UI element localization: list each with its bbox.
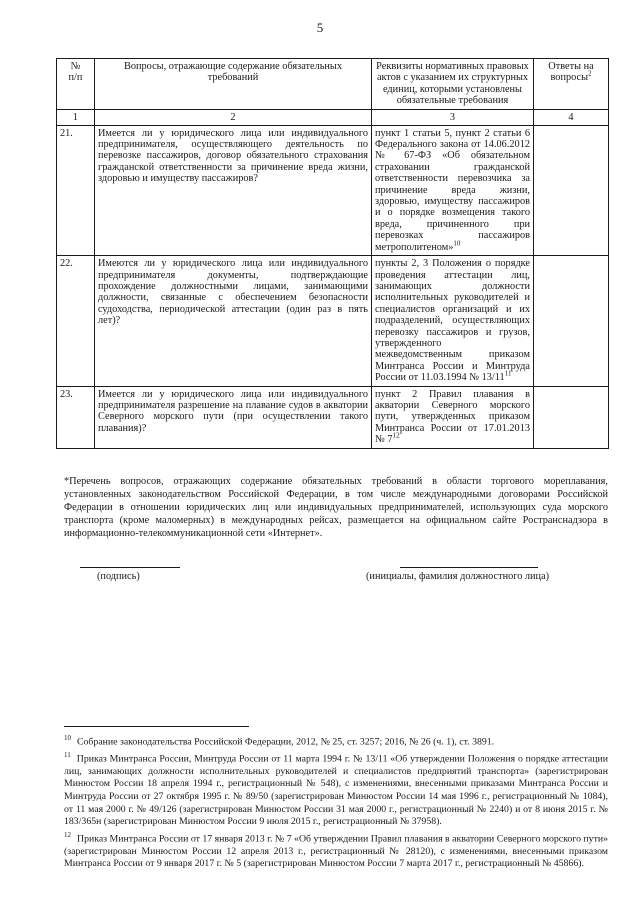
table-row (57, 256, 609, 386)
column-number: 4 (534, 109, 609, 125)
name-caption: (инициалы, фамилия должностного лица) (366, 571, 550, 582)
table-header-row (57, 59, 609, 110)
row-requisites: пункт 2 Правил плавания в акватории Северного морского пути, утвержденных приказом Минтранса России от 17.01.2013 № $7^{12}$ (372, 386, 534, 448)
column-number: 1 (57, 109, 95, 125)
row-question: Имеется ли у юридического лица или индивидуального предпринимателя, осуществляющего деятельность по перевозке пассажиров, договор обязательного страхования гражданской ответственности за причинение вреда жизни, здоровью и имуществу пассажиров? (95, 125, 372, 255)
row-question: Имеется ли у юридического лица или индивидуального предпринимателя разрешение на плавание судов в акватории Северного морского пути (при осуществлении такого плавания)? (95, 386, 372, 448)
row-question: Имеются ли у юридического лица или индивидуального предпринимателя документы, подтверждающие прохождение должностными лицами, занимающими должности, связанные с обеспечением безопасности судоходства, периодической аттестации (один раз в пять лет)? (95, 256, 372, 386)
row-answer[interactable] (534, 386, 609, 448)
requirements-table (56, 58, 609, 449)
footnote-11: $^{11}$ Приказ Минтранса России, Минтруда России от 11 марта 1994 г. № 13/11 «Об утверждении Положения о порядке аттестации лиц, занимающих должности исполнительных руководителей и специалистов предприятий транспорта» (зарегистрирован Минюстом России 18 апреля 1994 г., регистрационный № 548), с изменениями, внесенными приказами Минтранса России и Минтруда России от 27 октября 1995 г. № 89/50 (зарегистрирован Минюстом России 14 мая 1996 г., регистрационный № 1084), от 11 мая 2000 г. № 49/126 (зарегистрирован Минюстом России 31 мая 2000 г., регистрационный № 2240) и от 8 июня 2015 г. № 183/365н (зарегистрирован Минюстом России 9 июля 2015 г., регистрационный № 37958). (64, 750, 608, 828)
signature-line (80, 567, 180, 568)
signature-caption: (подпись) (97, 571, 140, 582)
header-questions: Вопросы, отражающие содержание обязательных требований (95, 59, 372, 110)
footnotes (64, 732, 608, 871)
row-number: 21. (57, 125, 95, 255)
header-requisites: Реквизиты нормативных правовых актов с указанием их структурных единиц, которыми установлены обязательные требования (372, 59, 534, 110)
table-row (57, 386, 609, 448)
footnote-12: $^{12}$ Приказ Минтранса России от 17 января 2013 г. № 7 «Об утверждении Правил плавания в акватории Северного морского пути» (зарегистрирован Минюстом России 12 апреля 2013 г., регистрационный № 28120), с изменениями, внесенными приказом Минтранса России от 9 января 2017 г. № 5 (зарегистрирован Минюстом России 7 марта 2017 г., регистрационный № 45866). (64, 830, 608, 870)
row-requisites: пункт 1 статьи 5, пункт 2 статьи 6 Федерального закона от 14.06.2012 № 67-ФЗ «Об обязательном страховании гражданской ответственности перевозчика за причинение вреда жизни, здоровью, имуществу пассажиров и о порядке возмещения такого вреда, причиненного при перевозках пассажиров метрополитеном»$^{10}$ (372, 125, 534, 255)
header-num: № п/п (57, 59, 95, 110)
row-number: 23. (57, 386, 95, 448)
row-number: 22. (57, 256, 95, 386)
row-answer[interactable] (534, 125, 609, 255)
name-line (400, 567, 538, 568)
footnote-separator (64, 726, 249, 727)
column-number: 2 (95, 109, 372, 125)
header-answers: Ответы на вопросы$^2$ (534, 59, 609, 110)
table-row (57, 125, 609, 255)
footnote-10: $^{10}$ Собрание законодательства Российской Федерации, 2012, № 25, ст. 3257; 2016, № 26 (ч. 1), ст. 3891. (64, 734, 495, 748)
row-requisites: пункты 2, 3 Положения о порядке проведения аттестации лиц, занимающих должности исполнительных руководителей и специалистов организаций и их подразделений, осуществляющих перевозку пассажиров и грузов, утвержденного межведомственным приказом Минтранса России и Минтруда России от 11.03.1994 № $13/11^{11}$ (372, 256, 534, 386)
list-note: *Перечень вопросов, отражающих содержание обязательных требований в области торгового мореплавания, установленных законодательством Российской Федерации, в том числе международными договорами Российской Федерации в отношении юридических лиц или индивидуальных предпринимателей, использующих суда морского транспорта (кроме маломерных) в международных рейсах, размещается на официальном сайте Ространснадзора в информационно-телекоммуникационной сети «Интернет». (64, 476, 608, 539)
row-answer[interactable] (534, 256, 609, 386)
column-number: 3 (372, 109, 534, 125)
page-number: 5 (316, 20, 324, 35)
column-number-row (57, 109, 609, 125)
